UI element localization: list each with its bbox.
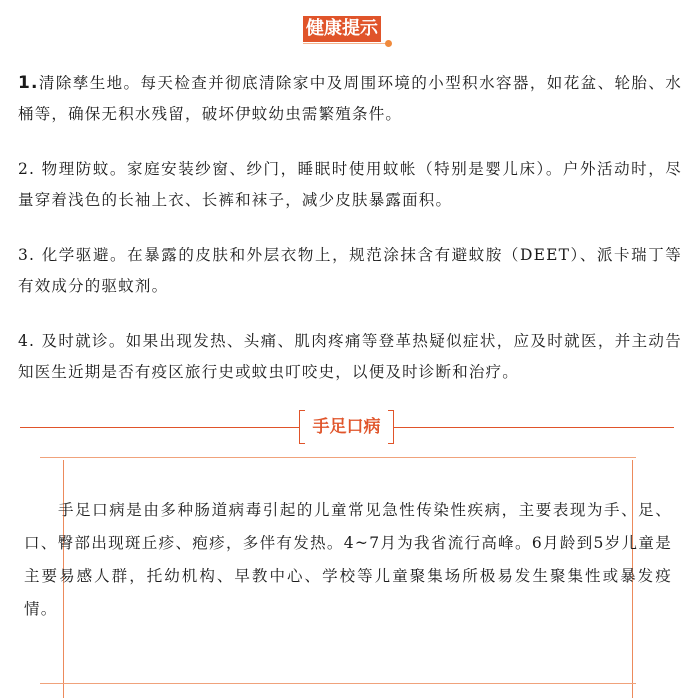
tip-2: 2. 物理防蚊。家庭安装纱窗、纱门，睡眠时使用蚊帐（特别是婴儿床）。户外活动时，尽量穿着浅色的长袖上衣、长裤和袜子，减少皮肤暴露面积。: [18, 160, 682, 209]
section-line-left: [20, 427, 299, 428]
section-line-right: [394, 427, 674, 428]
health-tips-title: 健康提示: [303, 16, 381, 42]
tip-1: [18, 68, 682, 130]
tip-3: 3. 化学驱避。在暴露的皮肤和外层衣物上，规范涂抹含有避蚊胺（DEET）、派卡瑞丁等有效成分的驱蚊剂。: [18, 246, 682, 295]
header-underline: [303, 43, 388, 44]
tip-4: 4. 及时就诊。如果出现发热、头痛、肌肉疼痛等登革热疑似症状，应及时就医，并主动告知医生近期是否有疫区旅行史或蚊虫叮咬史，以便及时诊断和治疗。: [18, 332, 682, 381]
section-corner: [388, 410, 394, 411]
tip-1-number: 1.: [18, 73, 39, 93]
section-title-text: 手足口病: [312, 417, 381, 437]
tip-1-text: 清除孳生地。每天检查并彻底清除家中及周围环境的小型积水容器，如花盆、轮胎、水桶等，确保无积水残留，破坏伊蚊幼虫需繁殖条件。: [18, 74, 682, 123]
content-box-top-line: [40, 457, 636, 458]
content-box-bottom-line: [40, 683, 636, 684]
section-corner: [388, 443, 394, 444]
hfmd-paragraph: 手足口病是由多种肠道病毒引起的儿童常见急性传染性疾病，主要表现为手、足、口、臀部出现斑丘疹、疱疹，多伴有发热。4~7月为我省流行高峰。6月龄到5岁儿童是主要易感人群，托幼机构、早教中心、学校等儿童聚集场所极易发生聚集性或暴发疫情。: [24, 501, 672, 618]
header-dot: [385, 40, 392, 47]
health-tips-header: [303, 16, 387, 50]
section-title: [299, 410, 394, 444]
section-header: [0, 410, 696, 446]
